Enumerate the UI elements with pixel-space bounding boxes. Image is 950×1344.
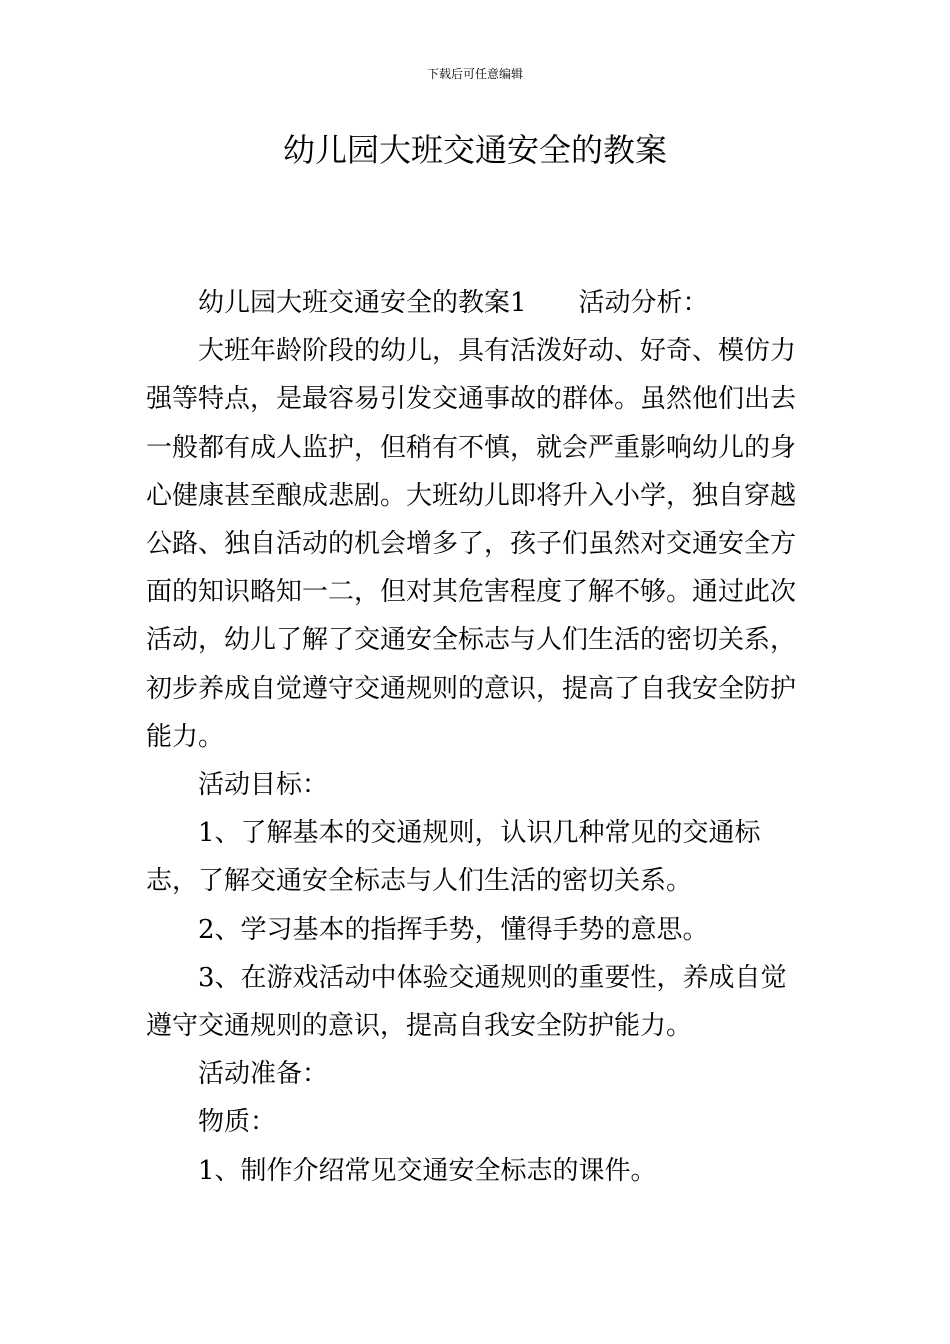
paragraph-analysis: 大班年龄阶段的幼儿，具有活泼好动、好奇、模仿力强等特点，是最容易引发交通事故的群体。虽然他们出去一般都有成人监护，但稍有不慎，就会严重影响幼儿的身心健康甚至酿成悲剧。大班幼儿即将升入小学，独自穿越公路、独自活动的机会增多了，孩子们虽然对交通安全方面的知识略知一二，但对其危害程度了解不够。通过此次活动，幼儿了解了交通安全标志与人们生活的密切关系，初步养成自觉遵守交通规则的意识，提高了自我安全防护能力。 bbox=[146, 336, 797, 752]
paragraph-goal-2: 2、学习基本的指挥手势，懂得手势的意思。 bbox=[198, 914, 709, 945]
header-note: 下载后可任意编辑 bbox=[426, 67, 523, 81]
paragraph-goals-heading: 活动目标： bbox=[198, 770, 329, 801]
paragraph-goal-1: 1、了解基本的交通规则，认识几种常见的交通标志，了解交通安全标志与人们生活的密切关系。 bbox=[146, 818, 761, 897]
page-title: 幼儿园大班交通安全的教案 bbox=[282, 131, 667, 169]
document-body bbox=[146, 279, 808, 1195]
paragraph-lesson-heading: 幼儿园大班交通安全的教案1 活动分析： bbox=[198, 288, 709, 318]
paragraph-material-1: 1、制作介绍常见交通安全标志的课件。 bbox=[198, 1155, 657, 1186]
paragraph-goal-3: 3、在游戏活动中体验交通规则的重要性，养成自觉遵守交通规则的意识，提高自我安全防护能力。 bbox=[146, 962, 787, 1042]
paragraph-materials-heading: 物质： bbox=[198, 1107, 277, 1138]
paragraph-preparation-heading: 活动准备： bbox=[198, 1059, 329, 1090]
